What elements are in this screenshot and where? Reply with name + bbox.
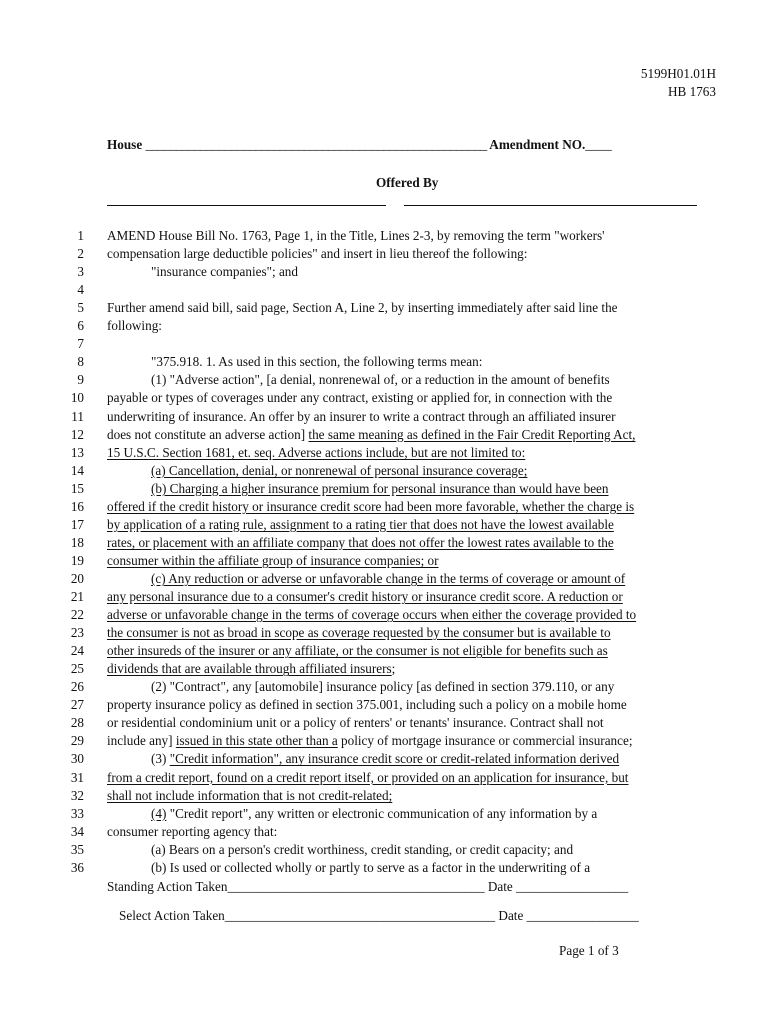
line-text [107, 715, 604, 731]
standing-action-label: Standing Action Taken [107, 879, 228, 894]
line-text [107, 535, 614, 551]
line-number: 20 [70, 570, 84, 586]
inserted-text: the same meaning as defined in the Fair Credit Reporting Act, [308, 426, 636, 442]
line-text [107, 733, 633, 749]
line-text [107, 607, 636, 623]
line-number: 14 [70, 462, 84, 478]
inserted-text: any personal insurance due to a consumer's credit history or insurance credit score. A reduction or [107, 589, 623, 604]
inserted-text: "Credit information", any insurance credit score or credit-related information derived [169, 751, 620, 767]
line-number: 19 [70, 552, 84, 568]
line-text [151, 571, 625, 587]
line-text [151, 481, 609, 497]
house-label: House [107, 137, 143, 152]
amendment-label: Amendment NO. [489, 137, 586, 152]
bill-number: HB 1763 [668, 84, 716, 99]
inserted-text: dividends that are available through affiliated insurers [107, 661, 392, 677]
line-text [107, 427, 635, 443]
line-text [107, 661, 395, 677]
line-segment: (2) "Contract", any [automobile] insurance policy [as defined in section 379.110, or any [151, 679, 615, 695]
line-segment: (b) Is used or collected wholly or partly to serve as a factor in the underwriting of a [151, 859, 591, 875]
standing-date-blank: _________________ [516, 879, 629, 894]
line-number: 22 [70, 607, 84, 623]
line-number: 15 [70, 480, 84, 496]
inserted-text: by application of a rating rule, assignment to a rating tier that does not have the lowest available [107, 516, 614, 532]
line-segment: or residential condominium unit or a policy of renters' or tenants' insurance. Contract shall not [107, 715, 604, 731]
line-text [107, 445, 525, 461]
line-number: 7 [77, 336, 84, 352]
standing-action-row [107, 879, 628, 895]
line-text [151, 860, 590, 876]
line-text [151, 679, 614, 695]
line-number: 1 [77, 228, 84, 243]
line-segment: "Credit report", any written or electronic communication of any information by a [166, 805, 598, 821]
line-number: 30 [70, 751, 84, 767]
select-action-label: Select Action Taken [119, 908, 225, 923]
page-number: Page 1 of 3 [559, 943, 619, 958]
inserted-text: issued in this state other than a [175, 733, 338, 749]
line-number: 36 [70, 859, 84, 875]
line-number: 8 [77, 354, 84, 370]
line-number: 26 [70, 679, 84, 695]
inserted-text: (b) Charging a higher insurance premium for personal insurance than would have been [151, 480, 609, 496]
line-text [151, 806, 597, 822]
select-date-blank: _________________ [526, 908, 639, 923]
line-number: 35 [70, 841, 84, 857]
line-number: 23 [70, 625, 84, 641]
line-text [107, 553, 439, 569]
select-action-blank: _________________________________________ [224, 908, 496, 923]
inserted-text: offered if the credit history or insurance credit score had been more favorable, whether the charge is [107, 498, 635, 514]
line-number: 18 [70, 534, 84, 550]
line-text [107, 390, 612, 406]
line-text [107, 770, 628, 786]
line-segment: policy of mortgage insurance or commercial insurance; [337, 733, 633, 749]
inserted-text: shall not include information that is not credit-related; [107, 787, 393, 803]
inserted-text: the consumer is not as broad in scope as coverage requested by the consumer but is available to [107, 625, 611, 641]
line-number: 25 [70, 661, 84, 677]
line-segment: (3) [151, 751, 170, 767]
line-text [151, 372, 610, 388]
line-number: 10 [70, 390, 84, 406]
amendment-blank: ____ [585, 137, 612, 152]
standing-action-blank: _______________________________________ [227, 879, 485, 894]
line-number: 28 [70, 715, 84, 731]
line-text [107, 517, 614, 533]
line-segment: include any] [107, 733, 176, 749]
line-text [151, 264, 298, 280]
line-number: 12 [70, 426, 84, 442]
line-text [107, 824, 277, 840]
line-text [107, 788, 392, 804]
offered-by-rule-right [404, 205, 697, 206]
inserted-text: consumer within the affiliate group of insurance companies; or [107, 552, 439, 568]
line-segment: does not constitute an adverse action] [107, 426, 309, 442]
line-text [107, 409, 616, 425]
line-number: 21 [70, 589, 84, 604]
line-segment: "375.918. 1. As used in this section, the following terms mean: [151, 354, 483, 370]
line-segment: Further amend said bill, said page, Section A, Line 2, by inserting immediately after said line the [107, 300, 618, 316]
line-text [107, 246, 527, 262]
line-number: 3 [77, 264, 84, 280]
select-action-row [119, 908, 639, 924]
line-number: 33 [70, 805, 84, 821]
line-number: 31 [70, 769, 84, 785]
line-number: 29 [70, 733, 84, 749]
line-segment: ; [391, 661, 396, 677]
line-segment: following: [107, 318, 162, 334]
standing-date-label: Date [487, 879, 513, 894]
inserted-text: (a) Cancellation, denial, or nonrenewal of personal insurance coverage; [151, 462, 528, 478]
line-text [107, 697, 627, 713]
line-segment: property insurance policy as defined in section 375.001, including such a policy on a mobile home [107, 697, 627, 713]
line-number: 9 [77, 372, 84, 388]
line-text [107, 643, 608, 659]
inserted-text: other insureds of the insurer or any affiliate, or the consumer is not eligible for benefits such as [107, 643, 608, 659]
line-number: 4 [77, 282, 84, 298]
house-line [107, 137, 612, 153]
line-number: 5 [77, 300, 84, 316]
line-number: 24 [70, 643, 84, 659]
line-number: 11 [71, 408, 84, 424]
line-number: 17 [70, 516, 84, 532]
offered-by-rule-left [107, 205, 386, 206]
inserted-text: from a credit report, found on a credit report itself, or provided on an application for insurance, but [107, 769, 629, 785]
line-text [151, 842, 573, 858]
line-text [107, 589, 623, 605]
house-blank: ________________________________________________________ [145, 137, 487, 152]
line-text [151, 354, 482, 370]
line-text [107, 499, 634, 515]
line-number: 32 [70, 787, 84, 803]
line-number: 16 [70, 498, 84, 514]
inserted-text: rates, or placement with an affiliate company that does not offer the lowest rates available to the [107, 534, 614, 550]
line-text [107, 228, 604, 244]
line-text [107, 625, 611, 641]
line-segment: consumer reporting agency that: [107, 823, 278, 839]
line-text [107, 318, 162, 334]
line-number: 13 [70, 444, 84, 460]
document-id: 5199H01.01H [640, 66, 716, 81]
line-segment: (a) Bears on a person's credit worthiness, credit standing, or credit capacity; and [151, 841, 574, 857]
line-text [107, 300, 618, 316]
line-number: 6 [77, 318, 84, 334]
inserted-text: (4) [151, 805, 167, 821]
line-segment: AMEND House Bill No. 1763, Page 1, in the Title, Lines 2-3, by removing the term "workers' [107, 228, 605, 243]
line-segment: (1) "Adverse action", [a denial, nonrenewal of, or a reduction in the amount of benefits [151, 372, 610, 388]
line-number: 2 [77, 246, 84, 262]
line-segment: underwriting of insurance. An offer by an insurer to write a contract through an affiliated insurer [107, 408, 616, 424]
line-number: 34 [70, 823, 84, 839]
offered-by-label: Offered By [376, 175, 439, 190]
line-number: 27 [70, 697, 84, 713]
select-date-label: Date [498, 908, 524, 923]
inserted-text: 15 U.S.C. Section 1681, et. seq. Adverse actions include, but are not limited to: [107, 444, 526, 460]
line-segment: compensation large deductible policies" and insert in lieu thereof the following: [107, 246, 528, 262]
inserted-text: (c) Any reduction or adverse or unfavorable change in the terms of coverage or amount of [151, 570, 626, 586]
inserted-text: adverse or unfavorable change in the terms of coverage occurs when either the coverage provided to [107, 607, 637, 623]
line-text [151, 463, 527, 479]
line-segment: "insurance companies"; and [151, 264, 298, 280]
line-segment: payable or types of coverages under any contract, existing or applied for, in connection with the [107, 390, 613, 406]
line-text [151, 751, 619, 767]
